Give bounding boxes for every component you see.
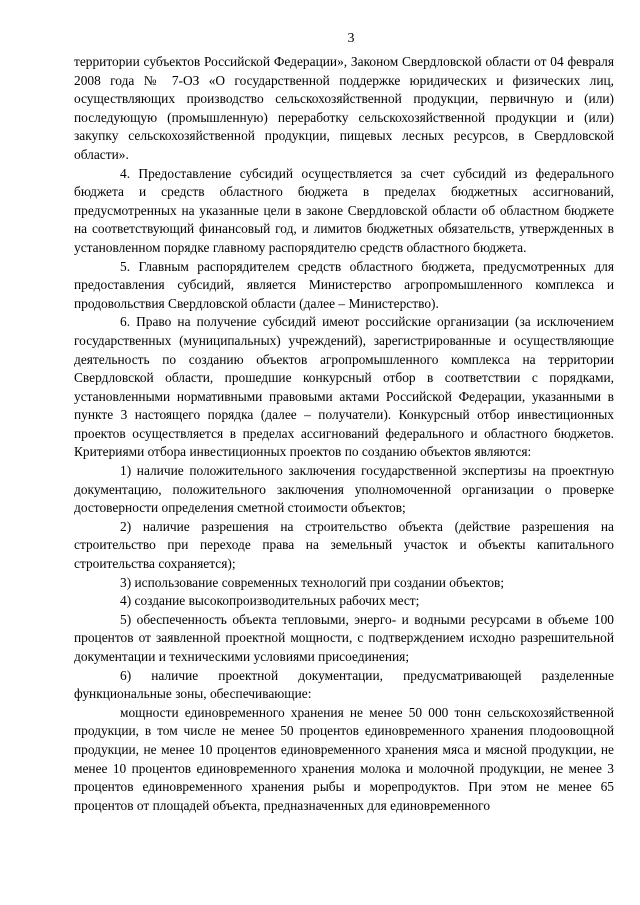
- paragraph-item-5: 5. Главным распорядителем средств областного бюджета, предусмотренных для предоставления субсидий, является Министерство агропромышленного комплекса и продовольствия Свердловской области (далее – Министерство).: [74, 258, 614, 311]
- criterion-6: 6) наличие проектной документации, предусматривающей разделенные функциональные зоны, обеспечивающие:: [74, 667, 614, 702]
- criterion-2: 2) наличие разрешения на строительство объекта (действие разрешения на строительство при переходе права на земельный участок и объекты капитального строительства сохраняется);: [74, 518, 614, 572]
- criterion-5: 5) обеспеченность объекта тепловыми, энерго- и водными ресурсами в объеме 100 процентов от заявленной проектной мощности, с подтверждением исходно разрешительной документации и техническими условиями присоединения;: [74, 611, 614, 664]
- paragraph-item-6: 6. Право на получение субсидий имеют российские организации (за исключением государственных (муниципальных) учреждений), зарегистрированные и осуществляющие деятельность по созданию объектов агропромышленного комплекса на территории Свердловской области, прошедшие конкурсный отбор в соответствии с порядками, установленными нормативными правовыми актами Российской Федерации, указанными в пункте 3 настоящего порядка (далее – получатели). Конкурсный отбор инвестиционных проектов осуществляется в пределах ассигнований федерального и областного бюджетов. Критериями отбора инвестиционных проектов по созданию объектов являются:: [74, 314, 614, 460]
- criterion-3: 3) использование современных технологий при создании объектов;: [120, 574, 505, 590]
- criterion-4: 4) создание высокопроизводительных рабочих мест;: [120, 593, 420, 609]
- paragraph-item-4: 4. Предоставление субсидий осуществляется за счет субсидий из федерального бюджета и средств областного бюджета в пределах бюджетных ассигнований, предусмотренных на указанные цели в законе Свердловской области об областном бюджете на соответствующий финансовый год, и лимитов бюджетных обязательств, утвержденных в установленном порядке главному распорядителю средств областного бюджета.: [74, 165, 614, 255]
- page-number: 3: [347, 31, 355, 46]
- storage-capacity-paragraph: мощности единовременного хранения не менее 50 000 тонн сельскохозяйственной продукции, в том числе не менее 50 процентов единовременного хранения плодоовощной продукции, не менее 10 процентов единовременного хранения мяса и мясной продукции, не менее 10 процентов единовременного хранения молока и молочной продукции, не менее 3 процентов единовременного хранения рыбы и морепродуктов. При этом не менее 65 процентов от площадей объекта, предназначенных для единовременного: [74, 704, 614, 813]
- criterion-1: 1) наличие положительного заключения государственной экспертизы на проектную документацию, положительного заключения уполномоченной организации о проверке достоверности определения сметной стоимости объектов;: [74, 463, 614, 516]
- paragraph-continuation: территории субъектов Российской Федерации», Законом Свердловской области от 04 февраля 2008 года № 7-ОЗ «О государственной поддержке юридических и физических лиц, осуществляющих производство сельскохозяйственной продукции, первичную и (или) последующую (промышленную) переработку сельскохозяйственной продукции и (или) закупку сельскохозяйственной продукции, пищевых лесных ресурсов, в Свердловской области».: [74, 54, 614, 162]
